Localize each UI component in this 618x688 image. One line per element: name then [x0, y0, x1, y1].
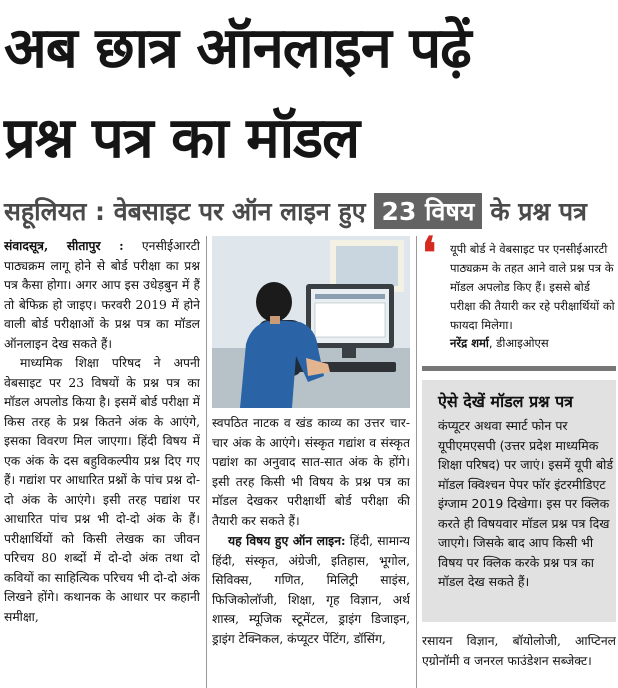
subjects-list: हिंदी, सामान्य हिंदी, संस्कृत, अंग्रेजी, इतिहास, भूगोल, सिविक्स, गणित, मिलिट्री साइंस, फिजिकोलॉजी, शिक्षा, गृह विज्ञान, अर्थ शास्त्र, म्यूजिक स्टूमेंटल, ड्राइंग डिजाइन, ड्राइंग टेक्निकल, कंप्यूटर पेंटिंग, डॉसिंग, [212, 534, 410, 646]
headline-line-2: प्रश्न पत्र का मॉडल [4, 106, 360, 171]
article-column-2 [212, 414, 410, 688]
quote-designation: , डीआइओएस [488, 336, 549, 350]
column2-para-1: स्वपठित नाटक व खंड काव्य का उत्तर चार-चार अंक के आएंगे। संस्कृत गद्यांश व संस्कृत पद्यांश का अनुवाद सात-सात अंक के होंगे। इसी तरह किसी भी विषय के प्रश्न पत्र का मॉडल देखकर परीक्षार्थी बोर्ड परीक्षा की तैयारी कर सकते हैं। [212, 416, 410, 528]
quote-separator-bar [422, 366, 616, 371]
article-column-3 [422, 632, 616, 688]
quote-text: यूपी बोर्ड ने वेबसाइट पर एनसीईआरटी पाठ्यक्रम के तहत आने वाले प्रश्न पत्र के मॉडल अपलोड किए हैं। इससे बोर्ड परीक्षा की तैयारी कर रहे परीक्षार्थियों को फायदा मिलेगा। [450, 242, 615, 332]
dateline: संवादसूत्र, सीतापुर : [4, 238, 124, 253]
subjects-label: यह विषय हुए ऑन लाइन: [228, 533, 346, 548]
infobox-text: कंप्यूटर अथवा स्मार्ट फोन पर यूपीएमएसपी (उत्तर प्रदेश माध्यमिक शिक्षा परिषद) पर जाएं। इसमें यूपी बोर्ड मॉडल क्विश्चन पेपर फॉर इंटरमीडिएट इंग्जाम 2019 दिखेगा। इस पर क्लिक करते ही विषयवार मॉडल प्रश्न पत्र दिख जाएगे। जिसके बाद आप किसी भी विषय पर क्लिक करके प्रश्न पत्र का मॉडल देख सकते हैं। [438, 418, 614, 589]
subheadline-highlight-box: 23 विषय [374, 193, 483, 229]
column3-text: रसायन विज्ञान, बॉयोलोजी, आप्टिनल एग्रोनॉमी व जनरल फाउंडेशन सब्जेक्ट। [422, 634, 616, 668]
column1-para-2: माध्यमिक शिक्षा परिषद ने अपनी वेबसाइट पर 23 विषयों के प्रश्न पत्र का मॉडल अपलोड किया है। इसमें बोर्ड परीक्षा में किस तरह के प्रश्न कितने अंक के आएंगे, इसका विवरण मिल जाएगा। हिंदी विषय में एक अंक के दस बहुविकल्पीय प्रश्न दिए गए हैं। गद्यांश पर आधारित प्रश्नों के पांच प्रश्न दो-दो अंक के आएंगे। इसी तरह पद्यांश पर आधारित पांच प्रश्न भी दो-दो अंक के हैं। परीक्षार्थियों को किसी लेखक का जीवन परिचय 80 शब्दों में दो-दो अंक तथा दो कवियों का साहित्यिक परिचय भी दो-दो अंक लिखने होंगे। कथानक के आधार पर कहानी समीक्षा, [4, 356, 200, 624]
subheadline-before: सहूलियत : वेबसाइट पर ऑन लाइन हुए [4, 197, 366, 226]
subheadline-after: के प्रश्न पत्र [490, 197, 587, 226]
column-divider [416, 236, 417, 688]
quote-mark-icon: ❛ [422, 228, 437, 279]
subheadline [4, 192, 616, 230]
article-column-1 [4, 236, 200, 688]
column1-para-1: एनसीईआरटी पाठ्यक्रम लागू होने से बोर्ड परीक्षा का प्रश्न पत्र कैसा होगा। अगर आप इस उधेड़बुन में हैं तो बेफिक्र हो जाइए। फरवरी 2019 में होने वाली बोर्ड परीक्षाओं के प्रश्न पत्र का मॉडल ऑनलाइन देख सकते हैं। [4, 239, 200, 351]
official-quote [422, 228, 616, 358]
infobox-title: ऐसे देखें मॉडल प्रश्न पत्र [438, 392, 573, 411]
student-at-computer-photo [212, 236, 410, 408]
headline-line-1: अब छात्र ऑनलाइन पढ़ें [4, 16, 471, 81]
column-divider [206, 236, 207, 688]
how-to-view-infobox [422, 380, 616, 622]
quote-author: नरेंद्र शर्मा [450, 336, 489, 350]
